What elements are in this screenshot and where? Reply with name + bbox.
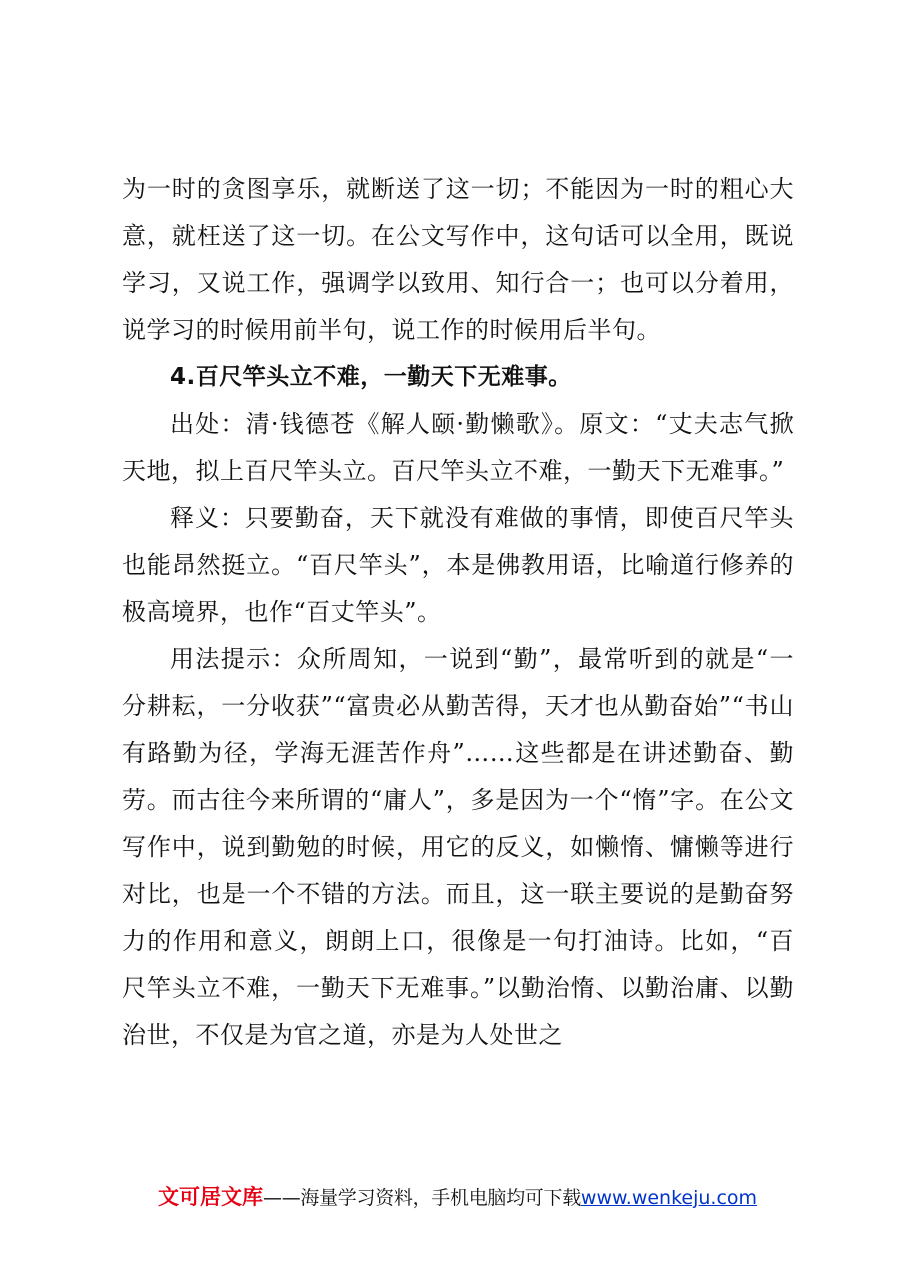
- footer-tagline: ——海量学习资料，手机电脑均可下载: [263, 1187, 581, 1209]
- footer-brand: 文可居文库: [158, 1185, 263, 1209]
- paragraph-source: 出处：清·钱德苍《解人颐·勤懒歌》。原文：“丈夫志气掀天地，拟上百尺竿头立。百尺竿头立不难，一勤天下无难事。”: [122, 410, 794, 485]
- paragraph-continuation: 为一时的贪图享乐，就断送了这一切；不能因为一时的粗心大意，就枉送了这一切。在公文写作中，这句话可以全用，既说学习，又说工作，强调学以致用、知行合一；也可以分着用，说学习的时候用前半句，说工作的时候用后半句。: [122, 175, 794, 344]
- document-body: [122, 166, 794, 1059]
- footer-link[interactable]: www.wenkeju.com: [580, 1187, 758, 1209]
- page-footer: [158, 1180, 798, 1214]
- paragraph-meaning: 释义：只要勤奋，天下就没有难做的事情，即使百尺竿头也能昂然挺立。“百尺竿头”，本是佛教用语，比喻道行修养的极高境界，也作“百丈竿头”。: [122, 504, 794, 626]
- section-heading: 4.百尺竿头立不难，一勤天下无难事。: [170, 364, 572, 390]
- paragraph-usage: 用法提示：众所周知，一说到“勤”，最常听到的就是“一分耕耘，一分收获”“富贵必从勤苦得，天才也从勤奋始”“书山有路勤为径，学海无涯苦作舟”……这些都是在讲述勤奋、勤劳。而古往今来所谓的“庸人”，多是因为一个“惰”字。在公文写作中，说到勤勉的时候，用它的反义，如懒惰、慵懒等进行对比，也是一个不错的方法。而且，这一联主要说的是勤奋努力的作用和意义，朗朗上口，很像是一句打油诗。比如，“百尺竿头立不难，一勤天下无难事。”以勤治惰、以勤治庸、以勤治世，不仅是为官之道，亦是为人处世之: [122, 645, 794, 1049]
